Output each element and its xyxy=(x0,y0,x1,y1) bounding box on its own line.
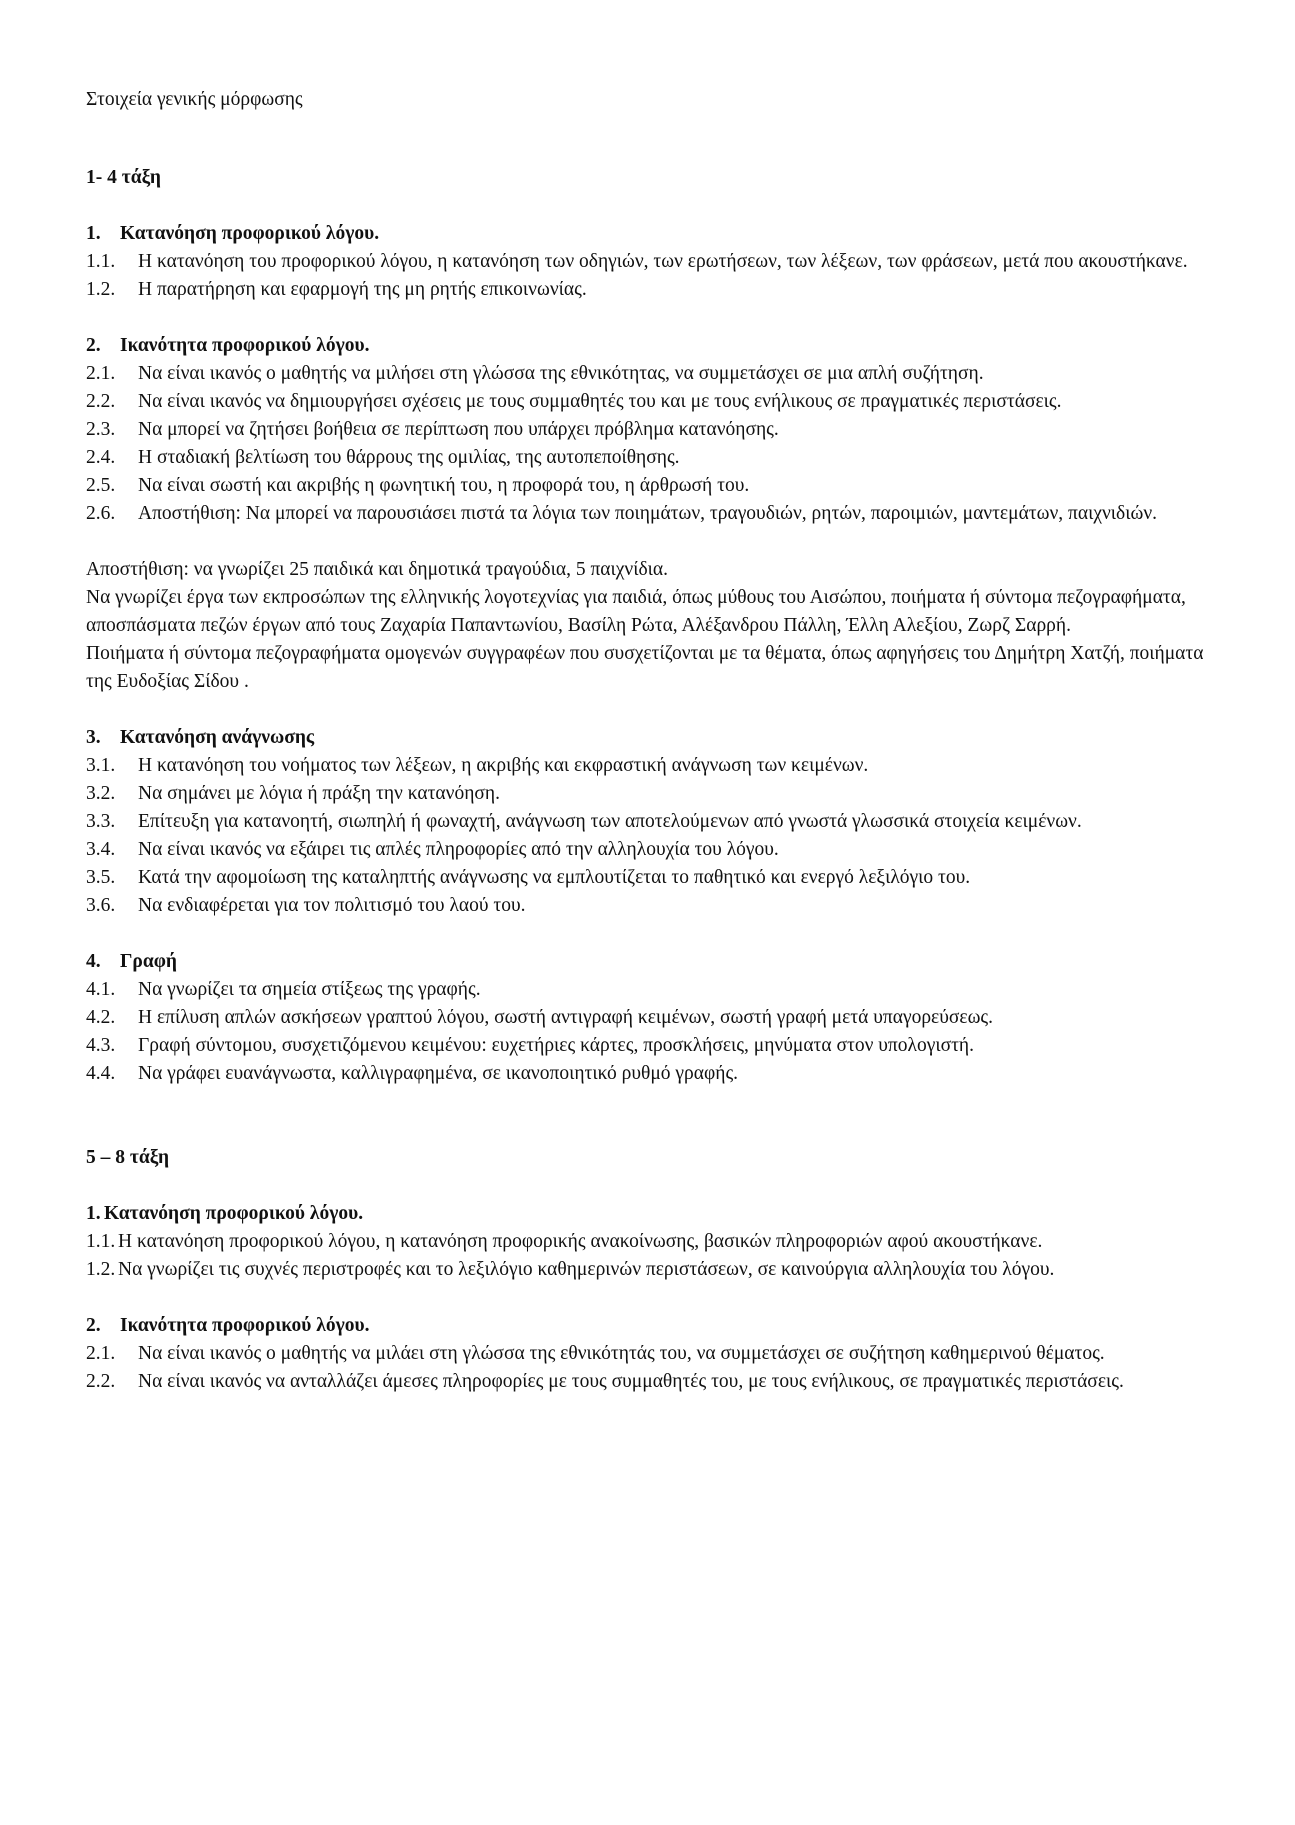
list-item xyxy=(86,864,1216,892)
list-item xyxy=(86,1060,1216,1088)
item-number: 4.4. xyxy=(86,1063,116,1084)
item-text: Να είναι ικανός να ανταλλάζει άμεσες πληροφορίες με τους συμμαθητές του, με τους ενήλικους, σε πραγματικές περιστάσεις. xyxy=(138,1371,1124,1392)
paragraph: Αποστήθιση: να γνωρίζει 25 παιδικά και δημοτικά τραγούδια, 5 παιχνίδια. xyxy=(86,559,669,580)
item-number: 2.2. xyxy=(86,391,116,412)
section-title-text: Κατανόηση προφορικού λόγου. xyxy=(104,1203,364,1224)
section-title-text: Ικανότητα προφορικού λόγου. xyxy=(120,1315,370,1336)
section-oral-comprehension xyxy=(86,220,1216,304)
list-item xyxy=(86,780,1216,808)
item-number: 3.3. xyxy=(86,811,116,832)
paragraph: Ποιήματα ή σύντομα πεζογραφήματα ομογενών συγγραφέων που συσχετίζονται με τα θέματα, όπως αφηγήσεις του Δημήτρη Χατζή, ποιήματα της Ευδοξίας Σίδου . xyxy=(86,643,1204,692)
item-number: 3.4. xyxy=(86,839,116,860)
list-item xyxy=(86,248,1216,276)
list-item xyxy=(86,1032,1216,1060)
item-number: 1.1. xyxy=(86,251,116,272)
document-page xyxy=(86,86,1216,1424)
list-item xyxy=(86,808,1216,836)
section-number: 1. xyxy=(86,223,101,244)
item-number: 2.3. xyxy=(86,419,116,440)
list-item xyxy=(86,892,1216,920)
list-item xyxy=(86,976,1216,1004)
item-text: Να σημάνει με λόγια ή πράξη την κατανόηση. xyxy=(138,783,500,804)
section-title xyxy=(86,948,1216,976)
item-number: 2.4. xyxy=(86,447,116,468)
list-item xyxy=(86,472,1216,500)
item-number: 3.5. xyxy=(86,867,116,888)
item-number: 3.2. xyxy=(86,783,116,804)
list-item xyxy=(86,276,1216,304)
section-number: 2. xyxy=(86,1315,101,1336)
list-item xyxy=(86,1368,1216,1396)
item-text: Η κατανόηση του νοήματος των λέξεων, η ακριβής και εκφραστική ανάγνωση των κειμένων. xyxy=(138,755,869,776)
section-writing xyxy=(86,948,1216,1088)
item-text: Η παρατήρηση και εφαρμογή της μη ρητής επικοινωνίας. xyxy=(138,279,587,300)
section-oral-comprehension-5-8 xyxy=(86,1200,1216,1284)
document-heading: Στοιχεία γενικής μόρφωσης xyxy=(86,89,303,110)
grade-heading-1-4: 1- 4 τάξη xyxy=(86,167,161,188)
section-number: 3. xyxy=(86,727,101,748)
item-text: Να είναι ικανός να εξάιρει τις απλές πληροφορίες από την αλληλουχία του λόγου. xyxy=(138,839,779,860)
list-item xyxy=(86,1228,1216,1256)
section-title xyxy=(86,1312,1216,1340)
item-number: 4.2. xyxy=(86,1007,116,1028)
section-title xyxy=(86,1200,1216,1228)
section-number: 1. xyxy=(86,1203,101,1224)
paragraph: Να γνωρίζει έργα των εκπροσώπων της ελληνικής λογοτεχνίας για παιδιά, όπως μύθους του Αισώπου, ποιήματα ή σύντομα πεζογραφήματα, αποσπάσματα πεζών έργων από τους Ζαχαρία Παπαντωνίου, Βασίλη Ρώτα, Αλέξανδρου Πάλλη, Έλλη Αλεξίου, Ζωρζ Σαρρή. xyxy=(86,587,1186,636)
list-item xyxy=(86,1256,1216,1284)
paragraph-block xyxy=(86,556,1216,696)
list-item xyxy=(86,360,1216,388)
list-item xyxy=(86,388,1216,416)
item-number: 3.1. xyxy=(86,755,116,776)
item-number: 1.2. xyxy=(86,1259,116,1280)
list-item xyxy=(86,1340,1216,1368)
item-text: Να γνωρίζει τις συχνές περιστροφές και το λεξιλόγιο καθημερινών περιστάσεων, σε καινούργια αλληλουχία του λόγου. xyxy=(118,1259,1055,1280)
item-number: 2.2. xyxy=(86,1371,116,1392)
section-reading-comprehension xyxy=(86,724,1216,920)
item-number: 2.5. xyxy=(86,475,116,496)
item-text: Η σταδιακή βελτίωση του θάρρους της ομιλίας, της αυτοπεποίθησης. xyxy=(138,447,680,468)
section-title-text: Κατανόηση προφορικού λόγου. xyxy=(120,223,380,244)
item-number: 3.6. xyxy=(86,895,116,916)
item-text: Να μπορεί να ζητήσει βοήθεια σε περίπτωση που υπάρχει πρόβλημα κατανόησης. xyxy=(138,419,779,440)
section-number: 4. xyxy=(86,951,101,972)
section-title-text: Γραφή xyxy=(120,951,177,972)
item-number: 1.1. xyxy=(86,1231,116,1252)
item-text: Η κατανόηση του προφορικού λόγου, η κατανόηση των οδηγιών, των ερωτήσεων, των λέξεων, των φράσεων, μετά που ακουστήκανε. xyxy=(138,251,1188,272)
list-item xyxy=(86,416,1216,444)
grade-heading-5-8: 5 – 8 τάξη xyxy=(86,1147,170,1168)
item-text: Να είναι σωστή και ακριβής η φωνητική του, η προφορά του, η άρθρωσή του. xyxy=(138,475,750,496)
item-text: Να είναι ικανός ο μαθητής να μιλάει στη γλώσσα της εθνικότητάς του, να συμμετάσχει σε συζήτηση καθημερινού θέματος. xyxy=(138,1343,1105,1364)
section-title xyxy=(86,332,1216,360)
section-title xyxy=(86,724,1216,752)
item-text: Να γράφει ευανάγνωστα, καλλιγραφημένα, σε ικανοποιητικό ρυθμό γραφής. xyxy=(138,1063,739,1084)
list-item xyxy=(86,752,1216,780)
item-text: Αποστήθιση: Να μπορεί να παρουσιάσει πιστά τα λόγια των ποιημάτων, τραγουδιών, ρητών, παροιμιών, μαντεμάτων, παιχνιδιών. xyxy=(138,503,1158,524)
item-text: Επίτευξη για κατανοητή, σιωπηλή ή φωναχτή, ανάγνωση των αποτελούμενων από γνωστά γλωσσικά στοιχεία κειμένων. xyxy=(138,811,1082,832)
section-title-text: Κατανόηση ανάγνωσης xyxy=(120,727,315,748)
item-text: Γραφή σύντομου, συσχετιζόμενου κειμένου: ευχετήριες κάρτες, προσκλήσεις, μηνύματα στον υπολογιστή. xyxy=(138,1035,975,1056)
spacer xyxy=(86,1116,1216,1144)
list-item xyxy=(86,1004,1216,1032)
list-item xyxy=(86,444,1216,472)
item-number: 2.1. xyxy=(86,363,116,384)
item-text: Να γνωρίζει τα σημεία στίξεως της γραφής. xyxy=(138,979,481,1000)
section-oral-ability xyxy=(86,332,1216,528)
list-item xyxy=(86,500,1216,528)
section-oral-ability-5-8 xyxy=(86,1312,1216,1396)
item-number: 1.2. xyxy=(86,279,116,300)
item-number: 4.1. xyxy=(86,979,116,1000)
item-text: Να είναι ικανός να δημιουργήσει σχέσεις με τους συμμαθητές του και με τους ενήλικους σε πραγματικές περιστάσεις. xyxy=(138,391,1062,412)
item-text: Η επίλυση απλών ασκήσεων γραπτού λόγου, σωστή αντιγραφή κειμένων, σωστή γραφή μετά υπαγορεύσεως. xyxy=(138,1007,994,1028)
item-text: Κατά την αφομοίωση της καταληπτής ανάγνωσης να εμπλουτίζεται το παθητικό και ενεργό λεξιλόγιο του. xyxy=(138,867,971,888)
section-title-text: Ικανότητα προφορικού λόγου. xyxy=(120,335,370,356)
section-title xyxy=(86,220,1216,248)
item-number: 4.3. xyxy=(86,1035,116,1056)
section-number: 2. xyxy=(86,335,101,356)
item-number: 2.6. xyxy=(86,503,116,524)
item-text: Να είναι ικανός ο μαθητής να μιλήσει στη γλώσσα της εθνικότητας, να συμμετάσχει σε μια απλή συζήτηση. xyxy=(138,363,984,384)
item-text: Να ενδιαφέρεται για τον πολιτισμό του λαού του. xyxy=(138,895,526,916)
item-number: 2.1. xyxy=(86,1343,116,1364)
list-item xyxy=(86,836,1216,864)
item-text: Η κατανόηση προφορικού λόγου, η κατανόηση προφορικής ανακοίνωσης, βασικών πληροφοριών αφού ακουστήκανε. xyxy=(118,1231,1043,1252)
